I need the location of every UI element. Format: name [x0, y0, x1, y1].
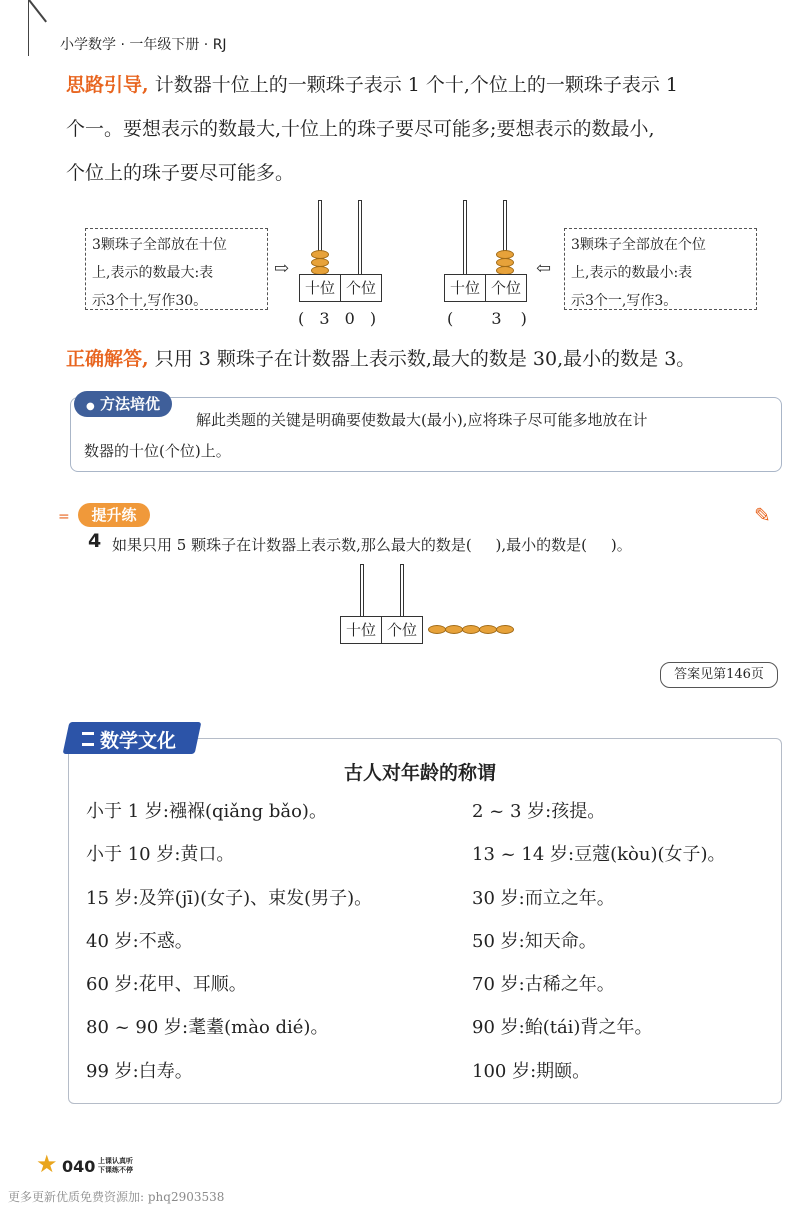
list-item: 100 岁:期颐。: [472, 1060, 591, 1082]
age-terms-list: [86, 790, 776, 1093]
footer-slogan: [98, 1157, 133, 1175]
list-item: 60 岁:花甲、耳顺。: [86, 974, 247, 996]
arrow-left-icon: ⇦: [536, 258, 552, 279]
practice-abacus: [340, 564, 520, 644]
hint-section: 思路引导, 计数器十位上的一颗珠子表示 1 个十,个位上的一颗珠子表示 1 个一。要想表示的数最大,十位上的珠子要尽可能多;要想表示的数最小, 个位上的珠子要尽可能多。: [66, 63, 786, 195]
list-item: 70 岁:古稀之年。: [472, 974, 615, 996]
tens-label: 十位: [304, 279, 335, 297]
arrow-right-icon: ⇨: [274, 258, 290, 279]
list-item: 90 岁:鲐(tái)背之年。: [472, 1017, 653, 1039]
list-item: 80 ~ 90 岁:耄耋(mào dié)。: [86, 1017, 329, 1039]
answer-section: 正确解答, 只用 3 颗珠子在计数器上表示数,最大的数是 30,最小的数是 3。: [66, 348, 696, 370]
tens-rod: [463, 200, 467, 276]
slogan-line: 上课认真听: [98, 1157, 133, 1165]
ones-label: 个位: [340, 275, 381, 301]
left-note-line: 上,表示的数最大:表: [92, 265, 214, 281]
method-tag-label: 方法培优: [99, 395, 160, 413]
question-text: 如果只用 5 颗珠子在计数器上表示数,那么最大的数是( ),最小的数是( )。: [112, 536, 632, 554]
method-line: 解此类题的关键是明确要使数最大(最小),应将珠子尽可能多地放在计: [196, 411, 648, 429]
page-header: 小学数学 · 一年级下册 · RJ: [60, 37, 227, 53]
answer-text: 只用 3 颗珠子在计数器上表示数,最大的数是 30,最小的数是 3。: [154, 348, 696, 370]
right-note-box: [564, 228, 757, 310]
loose-bead: [479, 625, 497, 634]
practice-tag-marks: =: [58, 509, 70, 525]
star-icon: ★: [36, 1150, 58, 1178]
list-item: 小于 10 岁:黄口。: [86, 844, 235, 866]
right-value: ( 3 ): [447, 309, 527, 328]
place-value-labels: [340, 616, 423, 644]
place-value-labels: [444, 274, 527, 302]
page-corner-mark: [28, 0, 51, 56]
left-note-line: 示3个十,写作30。: [92, 293, 208, 309]
tens-rod: [360, 564, 364, 620]
answer-tag: 正确解答: [66, 348, 143, 370]
list-item: 40 岁:不惑。: [86, 930, 193, 952]
method-text: [84, 405, 774, 467]
right-note-line: 示3个一,写作3。: [571, 293, 678, 309]
left-note-line: 3颗珠子全部放在十位: [92, 237, 227, 253]
left-value: ( 3 0 ): [298, 309, 377, 328]
ones-label: 个位: [381, 617, 422, 643]
loose-bead: [445, 625, 463, 634]
answer-reference: 答案见第146页: [660, 662, 778, 688]
hint-line-3: 个位上的珠子要尽可能多。: [66, 162, 295, 184]
question-number: 4: [88, 530, 102, 552]
loose-bead: [462, 625, 480, 634]
ones-rod: [358, 200, 362, 276]
list-item: 2 ~ 3 岁:孩提。: [472, 801, 606, 822]
method-tag: ● 方法培优: [74, 391, 172, 417]
list-item: 30 岁:而立之年。: [472, 887, 615, 909]
watermark: 更多更新优质免费资源加: phq2903538: [8, 1190, 225, 1204]
tens-label: 十位: [449, 279, 480, 297]
ones-label: 个位: [485, 275, 526, 301]
right-note-line: 3颗珠子全部放在个位: [571, 237, 706, 253]
loose-bead: [428, 625, 446, 634]
left-abacus: [299, 200, 383, 310]
list-item: 13 ~ 14 岁:豆蔻(kòu)(女子)。: [472, 844, 726, 866]
right-abacus: [444, 200, 528, 310]
slogan-line: 下课练不停: [98, 1166, 133, 1174]
hint-line-1: 计数器十位上的一颗珠子表示 1 个十,个位上的一颗珠子表示 1: [154, 74, 679, 96]
right-note-line: 上,表示的数最小:表: [571, 265, 693, 281]
list-item: 小于 1 岁:襁褓(qiǎng bǎo)。: [86, 801, 327, 822]
page-number: 040: [62, 1157, 96, 1176]
hint-line-2: 个一。要想表示的数最大,十位上的珠子要尽可能多;要想表示的数最小,: [66, 118, 655, 140]
ones-rod: [400, 564, 404, 620]
practice-tag: 提升练: [78, 503, 150, 527]
list-item: 15 岁:及笄(jī)(女子)、束发(男子)。: [86, 887, 373, 909]
tens-label: 十位: [345, 621, 376, 639]
hint-tag: 思路引导: [66, 74, 143, 96]
pencil-icon: ✎: [754, 503, 771, 527]
book-icon: [82, 732, 94, 746]
method-line: 数器的十位(个位)上。: [84, 442, 231, 460]
list-item: 99 岁:白寿。: [86, 1060, 193, 1082]
culture-title: 古人对年龄的称谓: [343, 762, 496, 784]
left-note-box: [85, 228, 268, 310]
list-item: 50 岁:知天命。: [472, 930, 597, 952]
loose-bead: [496, 625, 514, 634]
place-value-labels: [299, 274, 382, 302]
culture-tag: 数学文化: [100, 730, 177, 752]
